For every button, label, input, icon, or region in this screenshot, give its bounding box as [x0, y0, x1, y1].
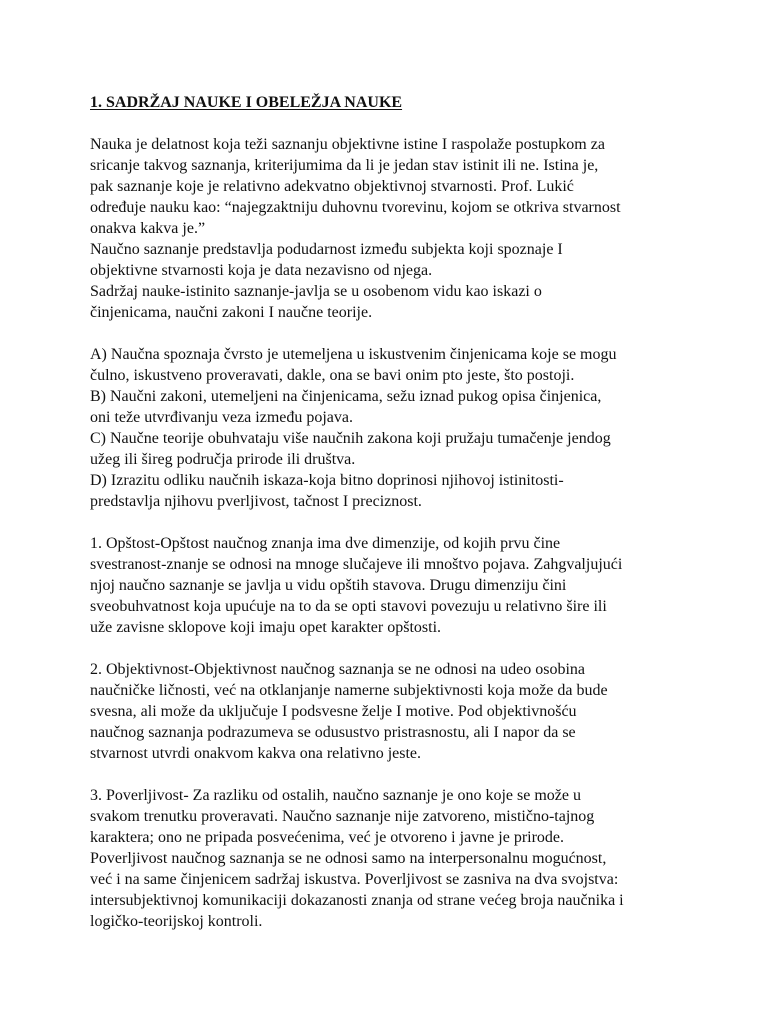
paragraph	[90, 659, 688, 764]
text-line: logičko-teorijskoj kontroli.	[90, 913, 263, 930]
text-line: intersubjektivnoj komunikaciji dokazanosti znanja od strane većeg broja naučnika i	[90, 892, 624, 909]
text-line: 1. Opštost-Opštost naučnog znanja ima dve dimenzije, od kojih prvu čine	[90, 535, 561, 552]
document-title: 1. SADRŽAJ NAUKE I OBELEŽJA NAUKE	[90, 94, 403, 111]
text-line: D) Izrazitu odliku naučnih iskaza-koja bitno doprinosi njihovoj istinitosti-	[90, 472, 564, 489]
paragraph-gap	[90, 323, 688, 344]
text-line: čulno, iskustveno proveravati, dakle, ona se bavi onim pto jeste, što postoji.	[90, 367, 575, 384]
text-line: već i na same činjenicem sadržaj iskustva. Poverljivost se zasniva na dva svojstva:	[90, 871, 619, 888]
text-line: karaktera; ono ne pripada posvećenima, već je otvoreno i javne je prirode.	[90, 829, 565, 846]
text-line: pak saznanje koje je relativno adekvatno objektivnoj stvarnosti. Prof. Lukić	[90, 178, 574, 195]
text-line: naučnog saznanja podrazumeva se odusustvo pristrasnostu, ali I napor da se	[90, 724, 576, 741]
text-line: stvarnost utvrdi onakvom kakva ona relativno jeste.	[90, 745, 422, 762]
paragraph	[90, 134, 688, 323]
text-line: 3. Poverljivost- Za razliku od ostalih, naučno saznanje je ono koje se može u	[90, 787, 581, 804]
text-line: A) Naučna spoznaja čvrsto je utemeljena u iskustvenim činjenicama koje se mogu	[90, 346, 617, 363]
text-line: sveobuhvatnost koja upućuje na to da se opti stavovi povezuju u relativno šire ili	[90, 598, 607, 615]
text-line: B) Naučni zakoni, utemeljeni na činjenicama, sežu iznad pukog opisa činjenica,	[90, 388, 602, 405]
text-line: Naučno saznanje predstavlja podudarnost između subjekta koji spoznaje I	[90, 241, 563, 258]
text-line: svestranost-znanje se odnosi na mnoge slučajeve ili mnoštvo pojava. Zahgvaljujući	[90, 556, 623, 573]
text-line: Sadržaj nauke-istinito saznanje-javlja se u osobenom vidu kao iskazi o	[90, 283, 542, 300]
text-line: svesna, ali može da uključuje I podsvesne želje I motive. Pod objektivnošću	[90, 703, 577, 720]
text-line: užeg ili šireg područja prirode ili društva.	[90, 451, 356, 468]
paragraph	[90, 344, 688, 512]
text-line: naučničke ličnosti, već na otklanjanje namerne subjektivnosti koja može da bude	[90, 682, 608, 699]
paragraph-gap	[90, 512, 688, 533]
text-line: činjenicama, naučni zakoni I naučne teorije.	[90, 304, 373, 321]
text-line: onakva kakva je.”	[90, 220, 206, 237]
text-line: svakom trenutku proveravati. Naučno saznanje nije zatvoreno, mistično-tajnog	[90, 808, 595, 825]
text-line: objektivne stvarnosti koja je data nezavisno od njega.	[90, 262, 433, 279]
text-line: Poverljivost naučnog saznanja se ne odnosi samo na interpersonalnu mogućnost,	[90, 850, 607, 867]
text-line: uže zavisne sklopove koji imaju opet karakter opštosti.	[90, 619, 442, 636]
text-line: sricanje takvog saznanja, kriterijumima da li je jedan stav istinit ili ne. Istina je,	[90, 157, 599, 174]
text-line: predstavlja njihovu pverljivost, tačnost I preciznost.	[90, 493, 422, 510]
text-line: određuje nauku kao: “najegzaktniju duhovnu tvorevinu, kojom se otkriva stvarnost	[90, 199, 621, 216]
text-line: 2. Objektivnost-Objektivnost naučnog saznanja se ne odnosi na udeo osobina	[90, 661, 586, 678]
text-line: Nauka je delatnost koja teži saznanju objektivne istine I raspolaže postupkom za	[90, 136, 605, 153]
document-body	[90, 134, 688, 932]
text-line: C) Naučne teorije obuhvataju više naučnih zakona koji pružaju tumačenje jendog	[90, 430, 611, 447]
paragraph	[90, 785, 688, 932]
paragraph	[90, 533, 688, 638]
text-line: njoj naučno saznanje se javlja u vidu opštih stavova. Drugu dimenziju čini	[90, 577, 567, 594]
paragraph-gap	[90, 764, 688, 785]
paragraph-gap	[90, 638, 688, 659]
text-line: oni teže utvrđivanju veza između pojava.	[90, 409, 354, 426]
